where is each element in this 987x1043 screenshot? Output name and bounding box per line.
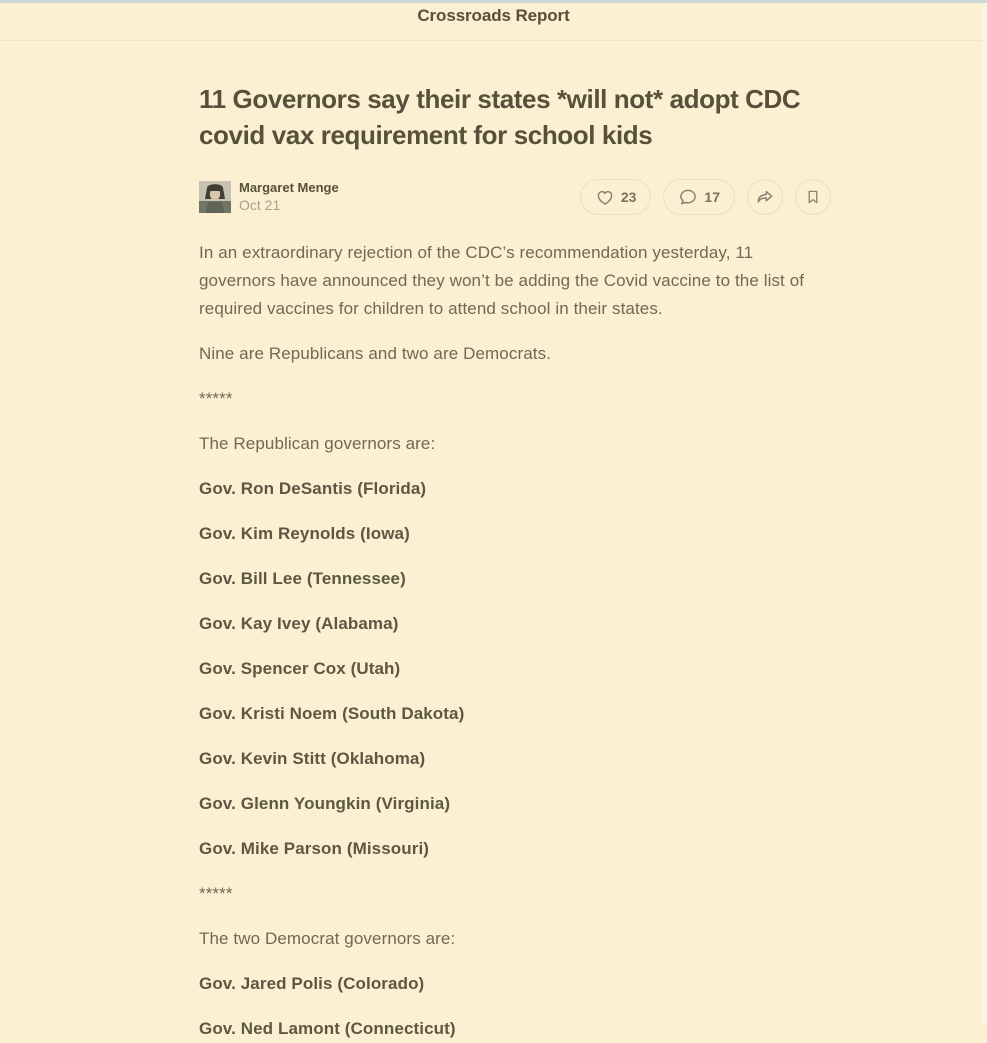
author-avatar-image <box>199 181 231 213</box>
heart-icon <box>595 187 615 207</box>
article-title: 11 Governors say their states *will not* adopt CDC covid vax requirement for school kids <box>199 84 801 150</box>
governor-name: Gov. Ned Lamont (Connecticut) <box>199 1019 456 1038</box>
paragraph: In an extraordinary rejection of the CDC’s recommendation yesterday, 11 governors have announced they won’t be adding the Covid vaccine to the list of required vaccines for children to attend school in their states. <box>199 243 805 318</box>
byline <box>199 180 339 214</box>
share-icon <box>755 187 775 207</box>
paragraph: The two Democrat governors are: <box>199 929 456 948</box>
comment-icon <box>678 187 698 207</box>
paragraph: The Republican governors are: <box>199 434 436 453</box>
bookmark-button[interactable] <box>795 179 831 215</box>
bookmark-icon <box>804 188 822 206</box>
share-button[interactable] <box>747 179 783 215</box>
author-avatar[interactable] <box>199 181 231 213</box>
governor-name: Gov. Kevin Stitt (Oklahoma) <box>199 749 426 768</box>
post-actions <box>580 179 831 215</box>
article <box>199 81 831 1043</box>
post-date: Oct 21 <box>239 197 281 213</box>
paragraph: Nine are Republicans and two are Democrats. <box>199 344 552 363</box>
like-button[interactable] <box>580 179 652 215</box>
governor-name: Gov. Mike Parson (Missouri) <box>199 839 430 858</box>
site-header <box>0 3 987 41</box>
governor-name: Gov. Spencer Cox (Utah) <box>199 659 401 678</box>
paragraph: ***** <box>199 389 233 408</box>
article-body <box>199 239 831 1043</box>
site-title[interactable]: Crossroads Report <box>417 6 570 25</box>
governor-name: Gov. Kay Ivey (Alabama) <box>199 614 399 633</box>
author-name[interactable]: Margaret Menge <box>239 180 339 195</box>
governor-name: Gov. Kristi Noem (South Dakota) <box>199 704 465 723</box>
governor-name: Gov. Bill Lee (Tennessee) <box>199 569 406 588</box>
like-count: 23 <box>620 189 637 205</box>
paragraph: ***** <box>199 884 233 903</box>
comment-count: 17 <box>704 189 720 205</box>
scrollbar-track[interactable] <box>982 3 987 1024</box>
governor-name: Gov. Ron DeSantis (Florida) <box>199 479 427 498</box>
byline-row <box>199 179 831 215</box>
byline-text <box>239 180 339 214</box>
governor-name: Gov. Jared Polis (Colorado) <box>199 974 425 993</box>
governor-name: Gov. Kim Reynolds (Iowa) <box>199 524 410 543</box>
comment-button[interactable] <box>663 179 735 215</box>
governor-name: Gov. Glenn Youngkin (Virginia) <box>199 794 451 813</box>
